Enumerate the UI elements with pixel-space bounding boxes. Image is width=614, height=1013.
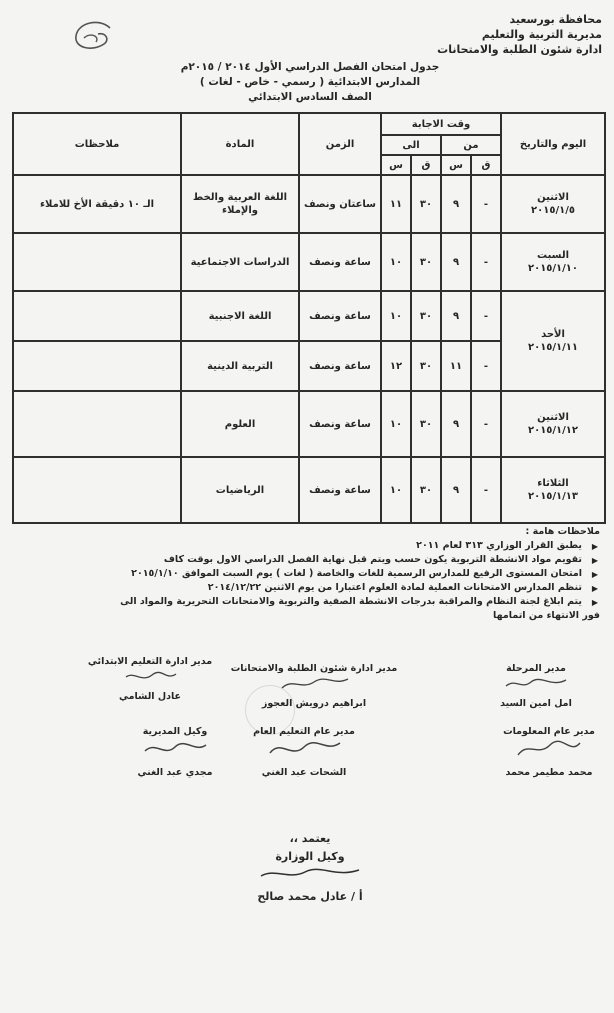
duration-cell: ساعة ونصف [299,233,381,291]
signature-title: مدير المرحلة [506,663,566,674]
from-hour-cell: ١١ [441,341,471,391]
duration-cell: ساعتان ونصف [299,175,381,233]
day-name: الاثنين [537,412,569,423]
to-hour-cell: ١١ [381,175,411,233]
subject-cell: اللغة العربية والخط والإملاء [181,175,299,233]
to-minutes-cell: ٣٠ [411,391,441,457]
subject-cell: اللغة الاجنبية [181,291,299,341]
signature-name: عادل الشامي [118,691,182,702]
exam-date: ٢٠١٥/١/١٣ [527,491,579,502]
subject-cell: التربية الدينية [181,341,299,391]
from-minutes-cell: - [471,233,501,291]
header-day-date: اليوم والتاريخ [501,113,605,175]
to-minutes-cell: ٣٠ [411,291,441,341]
title-line-1: جدول امتحان الفصل الدراسي الأول ٢٠١٤ / ٢٠١٥م [180,61,440,73]
signature-primary-education [70,655,230,704]
to-hour-cell: ١٠ [381,233,411,291]
note-item: ▶ تقويم مواد الانشطة التربوية يكون حسب ويتم قبل نهاية الفصل الدراسي الاول بوقت كاف [14,553,582,567]
exam-date: ٢٠١٥/١/١٢ [527,425,579,436]
note-cell [13,233,181,291]
handwritten-signature-icon [514,739,584,761]
day-date-cell [501,391,605,457]
exam-schedule-table [12,112,606,524]
day-name: الثلاثاء [537,478,569,489]
subject-cell: العلوم [181,391,299,457]
note-item: ▶ يطبق القرار الوزاري ٣١٣ لعام ٢٠١١ [14,539,582,553]
header-to-minutes: ق [411,155,441,175]
subject-cell: الدراسات الاجتماعية [181,233,299,291]
signature-title: وكيل المديرية [142,726,208,737]
signature-name: محمد مطيمر محمد [505,767,593,778]
signature-name: ابراهيم درويش العجوز [261,698,367,709]
signature-information [494,725,604,780]
signature-name: مجدي عبد الغني [137,767,213,778]
notes-title: ملاحظات هامة : [525,526,600,537]
note-cell [13,341,181,391]
day-date-cell [501,291,605,391]
handwritten-signature-icon [120,669,180,685]
signature-title: مدير عام المعلومات [503,726,595,737]
from-minutes-cell: - [471,175,501,233]
duration-cell: ساعة ونصف [299,457,381,523]
header-to: الى [381,135,441,155]
from-minutes-cell: - [471,291,501,341]
header-subject: المادة [181,113,299,175]
note-cell [13,391,181,457]
to-minutes-cell: ٣٠ [411,457,441,523]
to-hour-cell: ١٠ [381,457,411,523]
header-answer-time: وقت الاجابة [381,113,501,135]
from-hour-cell: ٩ [441,391,471,457]
from-minutes-cell: - [471,457,501,523]
signature-general-education [234,725,374,780]
approval-block [210,830,410,906]
signature-deputy-directorate [110,725,240,780]
signature-name: امل امين السيد [500,698,572,709]
duration-cell: ساعة ونصف [299,341,381,391]
document-title [120,60,500,105]
signature-title: مدير ادارة التعليم الابتدائي [87,656,213,667]
to-minutes-cell: ٣٠ [411,175,441,233]
directorate-line: مديرية التربية والتعليم [481,28,602,41]
important-notes [14,525,600,623]
header-duration: الزمن [299,113,381,175]
to-hour-cell: ١٢ [381,341,411,391]
table-row [13,291,605,341]
from-hour-cell: ٩ [441,175,471,233]
handwritten-signature-icon [255,866,365,882]
signature-name: الشحات عبد الغني [261,767,347,778]
undersecretary-name: أ / عادل محمد صالح [257,890,363,903]
signature-students-affairs [209,662,419,711]
note-cell [13,291,181,341]
day-name: الاثنين [537,192,569,203]
note-cell [13,457,181,523]
table-row [13,391,605,457]
table-row [13,175,605,233]
header-from-minutes: ق [471,155,501,175]
to-minutes-cell: ٣٠ [411,233,441,291]
duration-cell: ساعة ونصف [299,391,381,457]
to-hour-cell: ١٠ [381,391,411,457]
header-notes: ملاحظات [13,113,181,175]
day-date-cell [501,457,605,523]
header-to-hour: س [381,155,411,175]
to-hour-cell: ١٠ [381,291,411,341]
title-line-3: الصف السادس الابتدائي [248,91,372,103]
handwritten-mark-icon [70,18,120,58]
exam-date: ٢٠١٥/١/١١ [527,342,579,353]
title-line-2: المدارس الابتدائية ( رسمي - خاص - لغات ) [199,76,421,88]
to-minutes-cell: ٣٠ [411,341,441,391]
day-date-cell [501,175,605,233]
subject-cell: الرياضيات [181,457,299,523]
note-cell: الـ ١٠ دقيقة الأخ للاملاء [13,175,181,233]
from-minutes-cell: - [471,391,501,457]
from-hour-cell: ٩ [441,291,471,341]
table-row [13,233,605,291]
from-minutes-cell: - [471,341,501,391]
ministry-header [437,12,602,57]
note-item: ▶ يتم ابلاغ لجنة النظام والمراقبة بدرجات الانشطة الصفية والتربوية والامتحانات التحريرية والمواد الى [14,595,582,609]
handwritten-signature-icon [264,739,344,761]
note-item: ▶ تنظم المدارس الامتحانات العملية لمادة العلوم اعتبارا من يوم الاثنين ٢٠١٤/١٢/٢٢ [14,581,582,595]
from-hour-cell: ٩ [441,457,471,523]
signature-title: مدير عام التعليم العام [253,726,355,737]
signature-title: مدير ادارة شئون الطلبة والامتحانات [230,663,398,674]
table-row [13,457,605,523]
signature-stage-director [476,662,596,711]
handwritten-signature-icon [501,676,571,692]
duration-cell: ساعة ونصف [299,291,381,341]
note-item-continued: فور الانتهاء من اتمامها [493,610,600,621]
governorate-line: محافظة بورسعيد [509,13,602,26]
header-from-hour: س [441,155,471,175]
day-name: السبت [536,250,570,261]
approval-label: يعتمد ،، [289,832,331,845]
handwritten-signature-icon [274,676,354,692]
department-line: ادارة شئون الطلبة والامتحانات [437,43,602,56]
handwritten-signature-icon [140,739,210,761]
undersecretary-title: وكيل الوزارة [275,850,345,863]
header-from: من [441,135,501,155]
note-item: ▶ امتحان المستوى الرفيع للمدارس الرسمية للغات والخاصة ( لغات ) يوم السبت الموافق ٢٠١٥/١/١٠ [14,567,582,581]
exam-date: ٢٠١٥/١/١٠ [527,263,579,274]
from-hour-cell: ٩ [441,233,471,291]
day-date-cell [501,233,605,291]
exam-date: ٢٠١٥/١/٥ [531,205,575,216]
day-name: الأحد [541,329,565,340]
